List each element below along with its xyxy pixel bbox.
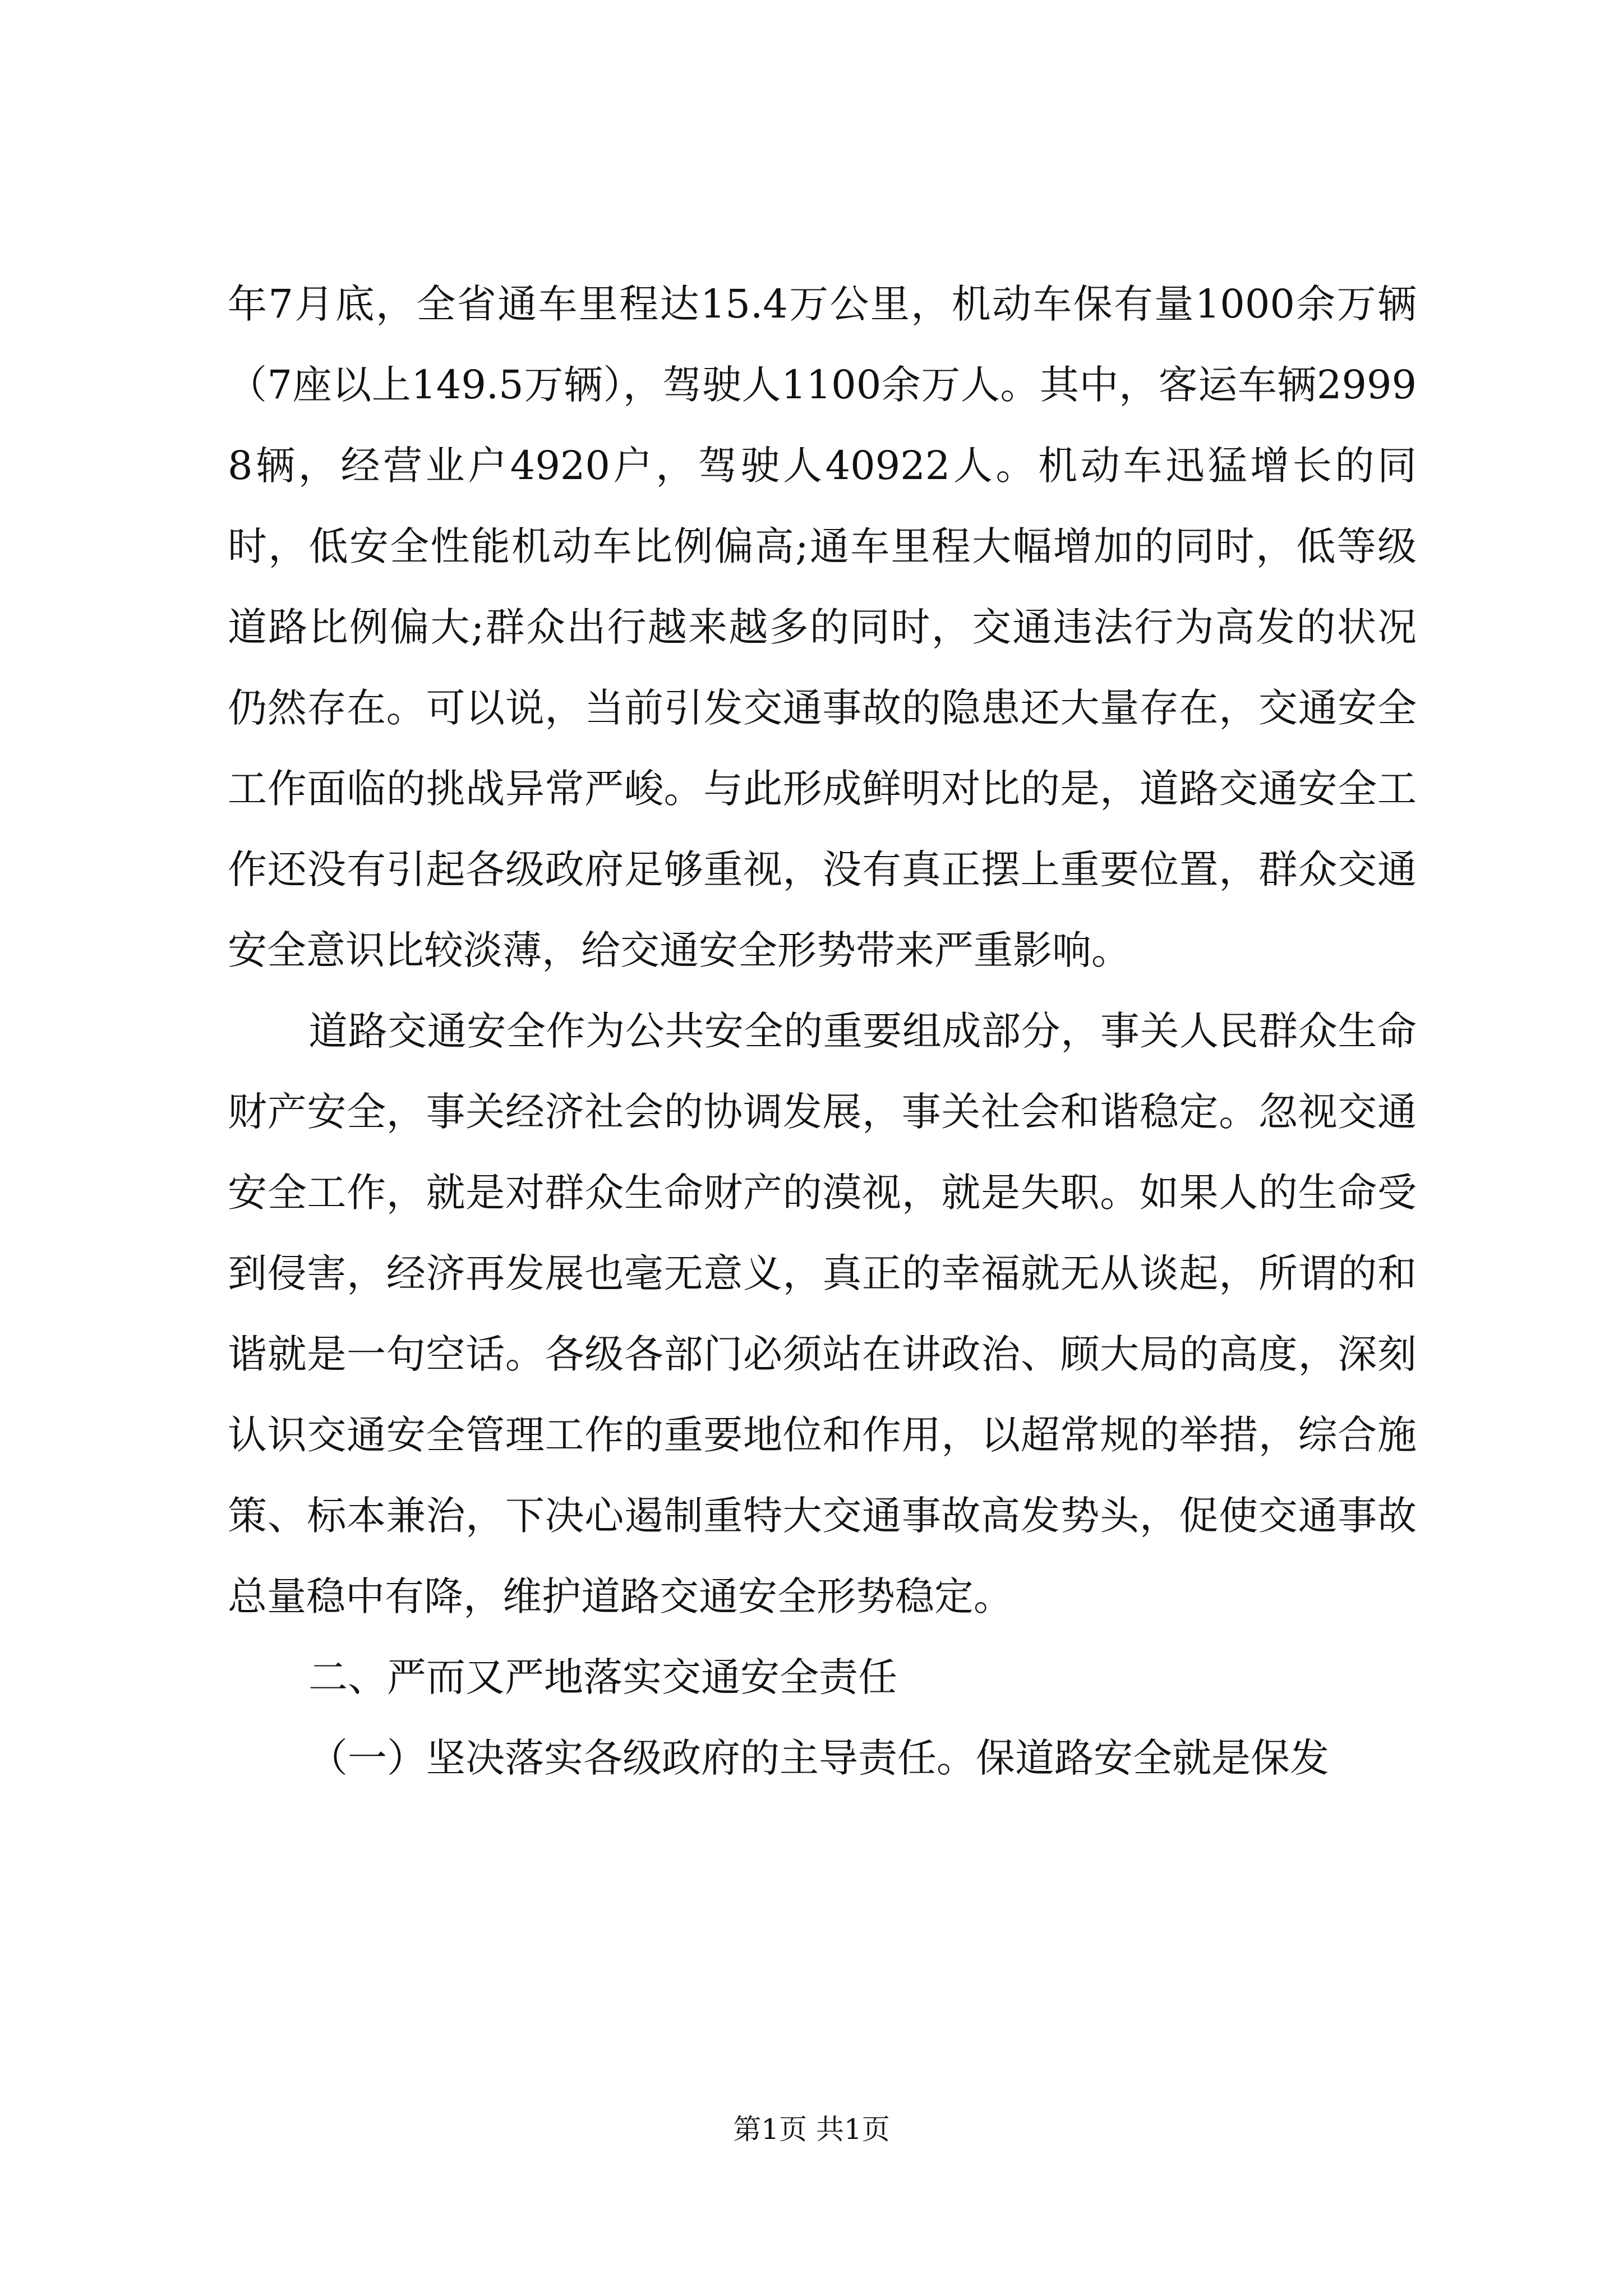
section-heading: 二、严而又严地落实交通安全责任 bbox=[308, 1654, 897, 1700]
paragraph-continuation: 年7月底，全省通车里程达15.4万公里，机动车保有量1000余万辆（7座以上149.5万辆），驾驶人1100余万人。其中，客运车辆29998辆，经营业户4920户，驾驶人40922人。机动车迅猛增长的同时，低安全性能机动车比例偏高;通车里程大幅增加的同时，低等级道路比例偏大;群众出行越来越多的同时，交通违法行为高发的状况仍然存在。可以说，当前引发交通事故的隐患还大量存在，交通安全工作面临的挑战异常严峻。与此形成鲜明对比的是，道路交通安全工作还没有引起各级政府足够重视，没有真正摆上重要位置，群众交通安全意识比较淡薄，给交通安全形势带来严重影响。 bbox=[228, 281, 1417, 973]
page-number-footer: 第1页 共1页 bbox=[733, 2113, 890, 2146]
subsection-heading: （一）坚决落实各级政府的主导责任。保道路安全就是保发 bbox=[308, 1735, 1329, 1781]
paragraph-importance: 道路交通安全作为公共安全的重要组成部分，事关人民群众生命财产安全，事关经济社会的协调发展，事关社会和谐稳定。忽视交通安全工作，就是对群众生命财产的漠视，就是失职。如果人的生命受到侵害，经济再发展也毫无意义，真正的幸福就无从谈起，所谓的和谐就是一句空话。各级各部门必须站在讲政治、顾大局的高度，深刻认识交通安全管理工作的重要地位和作用，以超常规的举措，综合施策、标本兼治，下决心遏制重特大交通事故高发势头，促使交通事故总量稳中有降，维护道路交通安全形势稳定。 bbox=[228, 1008, 1417, 1619]
document-body bbox=[228, 264, 1417, 1798]
